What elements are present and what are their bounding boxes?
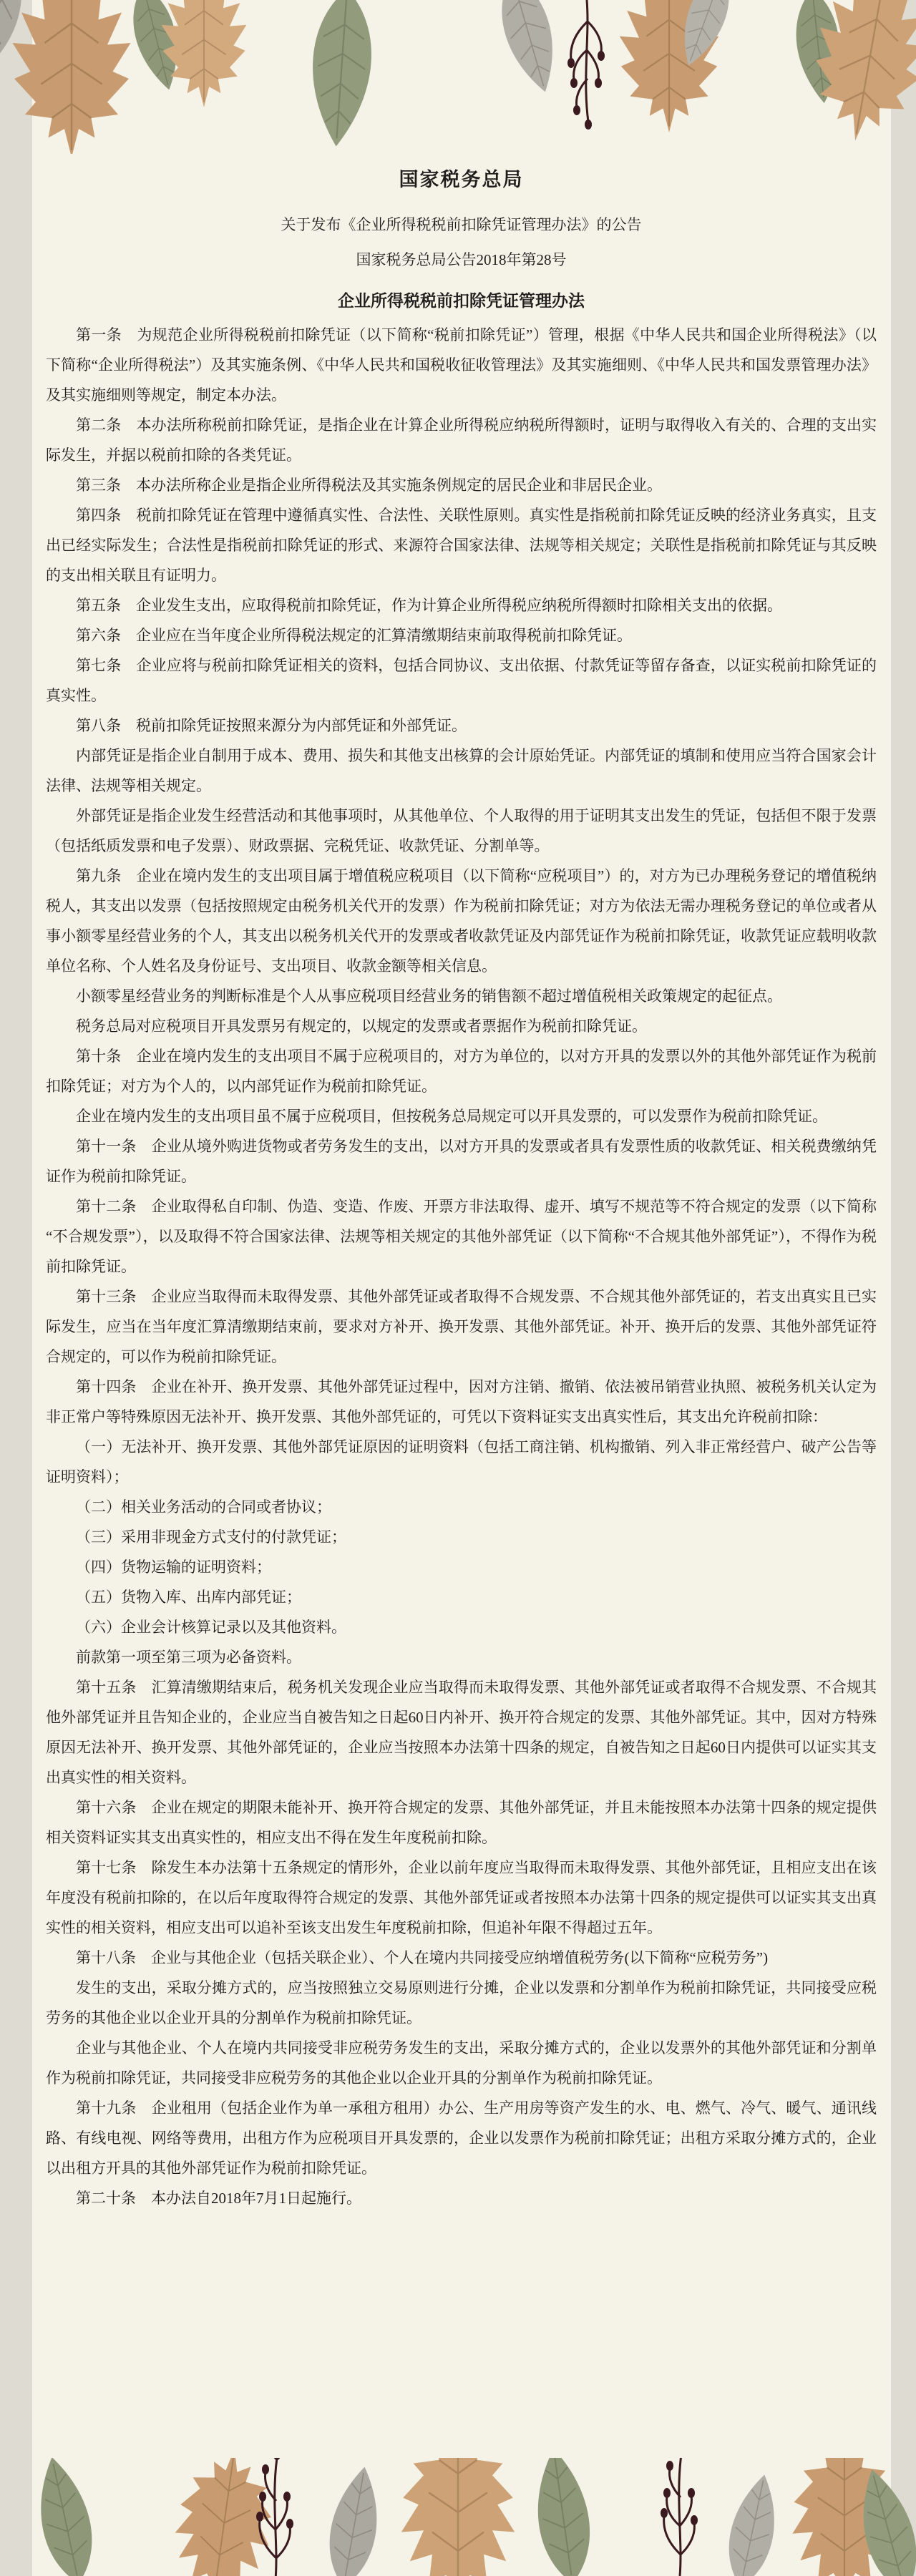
announcement-title: 关于发布《企业所得税税前扣除凭证管理办法》的公告 bbox=[281, 216, 642, 233]
body-paragraph: 税务总局对应税项目开具发票另有规定的，以规定的发票或者票据作为税前扣除凭证。 bbox=[76, 1018, 647, 1035]
body-paragraph: 第八条 税前扣除凭证按照来源分为内部凭证和外部凭证。 bbox=[76, 717, 467, 734]
body-paragraph: 第十八条 企业与其他企业（包括关联企业）、个人在境内共同接受应纳增值税劳务(以下简称“应税劳务”) bbox=[76, 1949, 769, 1966]
body-paragraph: 第十九条 企业租用（包括企业作为单一承租方租用）办公、生产用房等资产发生的水、电、燃气、冷气、暖气、通讯线路、有线电视、网络等费用，出租方作为应税项目开具发票的，企业以发票作为税前扣除凭证；出租方采取分摊方式的，企业以出租方开具的其他外部凭证作为税前扣除凭证。 bbox=[46, 2099, 877, 2177]
body-paragraph: （三）采用非现金方式支付的付款凭证； bbox=[76, 1528, 346, 1546]
body-paragraph: 第一条 为规范企业所得税税前扣除凭证（以下简称“税前扣除凭证”）管理，根据《中华人民共和国企业所得税法》（以下简称“企业所得税法”）及其实施条例、《中华人民共和国税收征收管理法》及其实施细则、《中华人民共和国发票管理办法》及其实施细则等规定，制定本办法。 bbox=[46, 326, 877, 404]
body-paragraph: 内部凭证是指企业自制用于成本、费用、损失和其他支出核算的会计原始凭证。内部凭证的填制和使用应当符合国家会计法律、法规等相关规定。 bbox=[46, 747, 877, 794]
body-paragraph: （六）企业会计核算记录以及其他资料。 bbox=[76, 1619, 346, 1636]
body-paragraph: 第二条 本办法所称税前扣除凭证，是指企业在计算企业所得税应纳税所得额时，证明与取得收入有关的、合理的支出实际发生，并据以税前扣除的各类凭证。 bbox=[46, 416, 877, 464]
body-paragraph: 发生的支出，采取分摊方式的，应当按照独立交易原则进行分摊，企业以发票和分割单作为税前扣除凭证，共同接受应税劳务的其他企业以企业开具的分割单作为税前扣除凭证。 bbox=[46, 1979, 877, 2026]
body-paragraph: （五）货物入库、出库内部凭证； bbox=[76, 1589, 301, 1606]
body-paragraph: 第十二条 企业取得私自印制、伪造、变造、作废、开票方非法取得、虚开、填写不规范等不符合规定的发票（以下简称“不合规发票”），以及取得不符合国家法律、法规等相关规定的其他外部凭证（以下简称“不合规其他外部凭证”），不得作为税前扣除凭证。 bbox=[46, 1198, 877, 1275]
body-paragraph: （四）货物运输的证明资料； bbox=[76, 1558, 271, 1576]
body-paragraph: 第九条 企业在境内发生的支出项目属于增值税应税项目（以下简称“应税项目”）的，对方为已办理税务登记的增值税纳税人，其支出以发票（包括按照规定由税务机关代开的发票）作为税前扣除凭证；对方为依法无需办理税务登记的单位或者从事小额零星经营业务的个人，其支出以税务机关代开的发票或者收款凭证及内部凭证作为税前扣除凭证，收款凭证应载明收款单位名称、个人姓名及身份证号、支出项目、收款金额等相关信息。 bbox=[46, 867, 877, 975]
body-paragraph: 小额零星经营业务的判断标准是个人从事应税项目经营业务的销售额不超过增值税相关政策规定的起征点。 bbox=[76, 987, 782, 1005]
body-paragraph: 第十六条 企业在规定的期限未能补开、换开符合规定的发票、其他外部凭证，并且未能按照本办法第十四条的规定提供相关资料证实其支出真实性的，相应支出不得在发生年度税前扣除。 bbox=[46, 1799, 877, 1846]
document-title: 企业所得税税前扣除凭证管理办法 bbox=[338, 292, 585, 310]
body-paragraph: 第十一条 企业从境外购进货物或者劳务发生的支出，以对方开具的发票或者具有发票性质的收款凭证、相关税费缴纳凭证作为税前扣除凭证。 bbox=[46, 1138, 877, 1185]
body-paragraph: 第十五条 汇算清缴期结束后，税务机关发现企业应当取得而未取得发票、其他外部凭证或者取得不合规发票、不合规其他外部凭证并且告知企业的，企业应当自被告知之日起60日内补开、换开符合规定的发票、其他外部凭证。其中，因对方特殊原因无法补开、换开发票、其他外部凭证的，企业应当按照本办法第十四条的规定，自被告知之日起60日内提供可以证实其支出真实性的相关资料。 bbox=[46, 1679, 877, 1786]
body-paragraph: 第十三条 企业应当取得而未取得发票、其他外部凭证或者取得不合规发票、不合规其他外部凭证的，若支出真实且已实际发生，应当在当年度汇算清缴期结束前，要求对方补开、换开发票、其他外部凭证。补开、换开后的发票、其他外部凭证符合规定的，可以作为税前扣除凭证。 bbox=[46, 1288, 877, 1365]
body-paragraph: 企业与其他企业、个人在境内共同接受非应税劳务发生的支出，采取分摊方式的，企业以发票外的其他外部凭证和分割单作为税前扣除凭证，共同接受非应税劳务的其他企业以企业开具的分割单作为税前扣除凭证。 bbox=[46, 2039, 877, 2087]
document-body bbox=[46, 320, 877, 2213]
body-paragraph: 第十条 企业在境内发生的支出项目不属于应税项目的，对方为单位的，以对方开具的发票以外的其他外部凭证作为税前扣除凭证；对方为个人的，以内部凭证作为税前扣除凭证。 bbox=[46, 1048, 877, 1095]
body-paragraph: 第六条 企业应在当年度企业所得税法规定的汇算清缴期结束前取得税前扣除凭证。 bbox=[76, 627, 632, 644]
body-paragraph: （一）无法补开、换开发票、其他外部凭证原因的证明资料（包括工商注销、机构撤销、列入非正常经营户、破产公告等证明资料）； bbox=[46, 1438, 877, 1485]
body-paragraph: 第十四条 企业在补开、换开发票、其他外部凭证过程中，因对方注销、撤销、依法被吊销营业执照、被税务机关认定为非正常户等特殊原因无法补开、换开发票、其他外部凭证的，可凭以下资料证实支出真实性后，其支出允许税前扣除： bbox=[46, 1378, 877, 1425]
body-paragraph: 第五条 企业发生支出，应取得税前扣除凭证，作为计算企业所得税应纳税所得额时扣除相关支出的依据。 bbox=[76, 597, 782, 614]
body-paragraph: 第十七条 除发生本办法第十五条规定的情形外，企业以前年度应当取得而未取得发票、其他外部凭证，且相应支出在该年度没有税前扣除的，在以后年度取得符合规定的发票、其他外部凭证或者按照本办法第十四条的规定提供可以证实其支出真实性的相关资料，相应支出可以追补至该支出发生年度税前扣除，但追补年限不得超过五年。 bbox=[46, 1859, 877, 1936]
body-paragraph: 第三条 本办法所称企业是指企业所得税法及其实施条例规定的居民企业和非居民企业。 bbox=[76, 477, 662, 494]
body-paragraph: 外部凭证是指企业发生经营活动和其他事项时，从其他单位、个人取得的用于证明其支出发生的凭证，包括但不限于发票（包括纸质发票和电子发票）、财政票据、完税凭证、收款凭证、分割单等。 bbox=[46, 807, 877, 854]
body-paragraph: 第二十条 本办法自2018年7月1日起施行。 bbox=[76, 2190, 361, 2207]
announcement-number: 国家税务总局公告2018年第28号 bbox=[356, 251, 567, 268]
body-paragraph: 第七条 企业应将与税前扣除凭证相关的资料，包括合同协议、支出依据、付款凭证等留存备查，以证实税前扣除凭证的真实性。 bbox=[46, 657, 877, 704]
body-paragraph: 前款第一项至第三项为必备资料。 bbox=[76, 1649, 301, 1666]
body-paragraph: 第四条 税前扣除凭证在管理中遵循真实性、合法性、关联性原则。真实性是指税前扣除凭证反映的经济业务真实，且支出已经实际发生；合法性是指税前扣除凭证的形式、来源符合国家法律、法规等相关规定；关联性是指税前扣除凭证与其反映的支出相关联且有证明力。 bbox=[46, 507, 877, 584]
body-paragraph: （二）相关业务活动的合同或者协议； bbox=[76, 1498, 331, 1516]
agency-title: 国家税务总局 bbox=[399, 169, 524, 190]
body-paragraph: 企业在境内发生的支出项目虽不属于应税项目，但按税务总局规定可以开具发票的，可以发票作为税前扣除凭证。 bbox=[76, 1108, 827, 1125]
